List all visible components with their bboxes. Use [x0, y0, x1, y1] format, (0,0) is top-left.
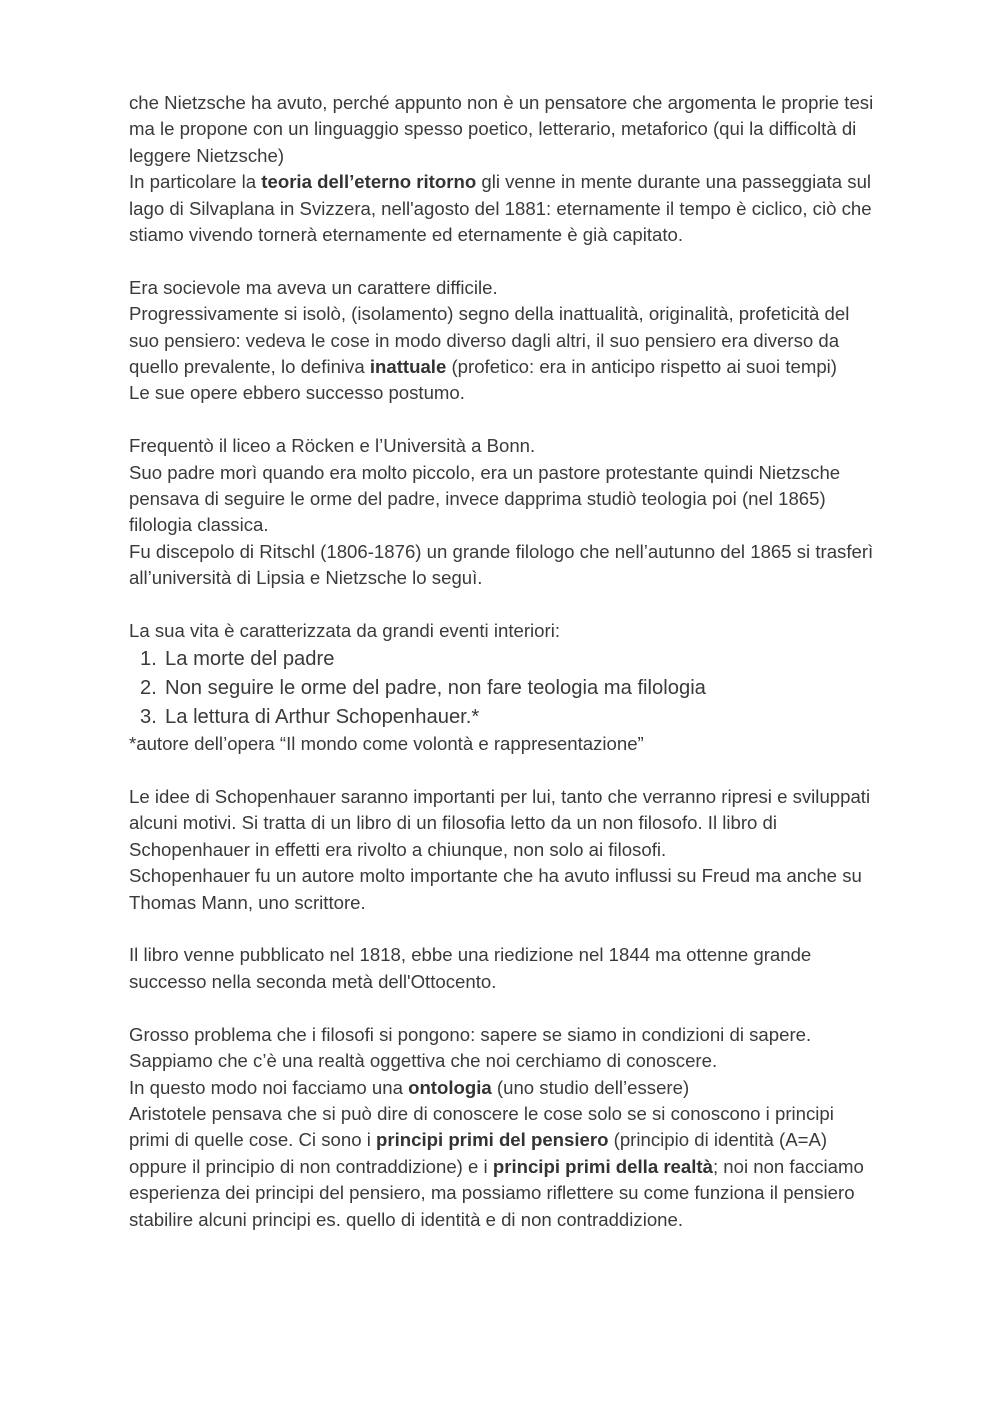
- paragraph-gap: [129, 758, 877, 784]
- text-run: gli venne in mente durante una passeggiata sul lago di Silvaplana in Svizzera, nell'agosto del 1881: eternamente il tempo è ciclico, ciò che stiamo vivendo tornerà eternamente ed eternamente è già capitato.: [129, 171, 872, 246]
- bold-term: principi primi della realtà: [492, 1155, 713, 1177]
- text-run: Grosso problema che i filosofi si pongono: sapere se siamo in condizioni di sapere. Sappiamo che c’è una realtà oggettiva che noi cerchiamo di conoscere.: [129, 1023, 812, 1072]
- text-run: In questo modo noi facciamo una: [129, 1076, 409, 1098]
- paragraph: [129, 784, 877, 863]
- paragraph: [129, 863, 877, 916]
- text-run: In particolare la: [129, 171, 262, 193]
- text-run: Il libro venne pubblicato nel 1818, ebbe una riedizione nel 1844 ma ottenne grande successo nella seconda metà dell'Ottocento.: [129, 944, 812, 992]
- text-run: Aristotele pensava che si può dire di conoscere le cose solo se si conoscono i principi primi di quelle cose. Ci sono i: [129, 1102, 834, 1151]
- paragraph: [129, 433, 877, 459]
- paragraph-gap: [129, 916, 877, 942]
- text-run: ; noi non facciamo esperienza dei principi del pensiero, ma possiamo riflettere su come funziona il pensiero stabilire alcuni principi es. quello di identità e di non contraddizione.: [129, 1155, 864, 1230]
- list-number: 2.: [140, 677, 157, 700]
- paragraph-gap: [129, 995, 877, 1021]
- paragraph: [129, 618, 877, 644]
- list-item-text: La morte del padre: [165, 648, 335, 671]
- list-item-text: Non seguire le orme del padre, non fare teologia ma filologia: [165, 677, 706, 700]
- bold-term: principi primi del pensiero: [376, 1129, 609, 1151]
- bold-term: inattuale: [369, 356, 447, 378]
- text-run: Frequentò il liceo a Röcken e l’Università a Bonn.: [129, 435, 536, 457]
- paragraph: [129, 301, 877, 380]
- paragraph: [129, 460, 877, 539]
- text-run: Suo padre morì quando era molto piccolo, era un pastore protestante quindi Nietzsche pensava di seguire le orme del padre, invece dapprima studiò teologia poi (nel 1865) filologia classica.: [129, 461, 841, 536]
- paragraph: [129, 1101, 877, 1233]
- text-run: La sua vita è caratterizzata da grandi eventi interiori:: [129, 620, 560, 642]
- paragraph: [129, 90, 877, 169]
- list-number: 3.: [140, 705, 157, 728]
- paragraph: [129, 539, 877, 592]
- list-item: [129, 703, 877, 732]
- paragraph: [129, 942, 877, 995]
- document-page: [129, 90, 877, 1233]
- text-run: (principio di identità (A=A) oppure il principio di non contraddizione) e i: [129, 1129, 828, 1177]
- paragraph: [129, 380, 877, 406]
- list-item: [129, 674, 877, 703]
- events-list: [129, 645, 877, 731]
- text-run: Le sue opere ebbero successo postumo.: [129, 382, 465, 404]
- paragraph: [129, 275, 877, 301]
- list-item: [129, 645, 877, 674]
- paragraph: [129, 169, 877, 248]
- text-run: Le idee di Schopenhauer saranno importanti per lui, tanto che verranno ripresi e sviluppati alcuni motivi. Si tratta di un libro di un filosofia letto da un non filosofo. Il libro di Schopenhauer in effetti era rivolto a chiunque, non solo ai filosofi.: [129, 786, 871, 860]
- text-run: Fu discepolo di Ritschl (1806-1876) un grande filologo che nell’autunno del 1865 si trasferì all’università di Lipsia e Nietzsche lo seguì.: [129, 540, 874, 589]
- text-run: (uno studio dell’essere): [491, 1076, 690, 1098]
- paragraph-gap: [129, 592, 877, 618]
- paragraph-gap: [129, 407, 877, 433]
- text-run: Progressivamente si isolò, (isolamento) segno della inattualità, originalità, profeticità del suo pensiero: vedeva le cose in modo diverso dagli altri, il suo pensiero era diverso da quello prevalente, lo definiva: [129, 303, 850, 378]
- footnote: *autore dell’opera “Il mondo come volontà e rappresentazione”: [129, 733, 644, 755]
- paragraph: [129, 1022, 877, 1075]
- text-run: Era socievole ma aveva un carattere difficile.: [129, 276, 498, 298]
- list-item-text: La lettura di Arthur Schopenhauer.*: [165, 705, 480, 728]
- text-run: (profetico: era in anticipo rispetto ai suoi tempi): [446, 356, 837, 378]
- list-number: 1.: [140, 648, 157, 671]
- bold-term: ontologia: [408, 1076, 492, 1098]
- text-run: che Nietzsche ha avuto, perché appunto non è un pensatore che argomenta le proprie tesi ma le propone con un linguaggio spesso poetico, letterario, metaforico (qui la difficoltà di leggere Nietzsche): [129, 92, 874, 166]
- paragraph-gap: [129, 248, 877, 274]
- text-run: Schopenhauer fu un autore molto importante che ha avuto influssi su Freud ma anche su Thomas Mann, uno scrittore.: [129, 865, 862, 913]
- bold-term: teoria dell’eterno ritorno: [261, 171, 477, 193]
- paragraph: [129, 1075, 877, 1101]
